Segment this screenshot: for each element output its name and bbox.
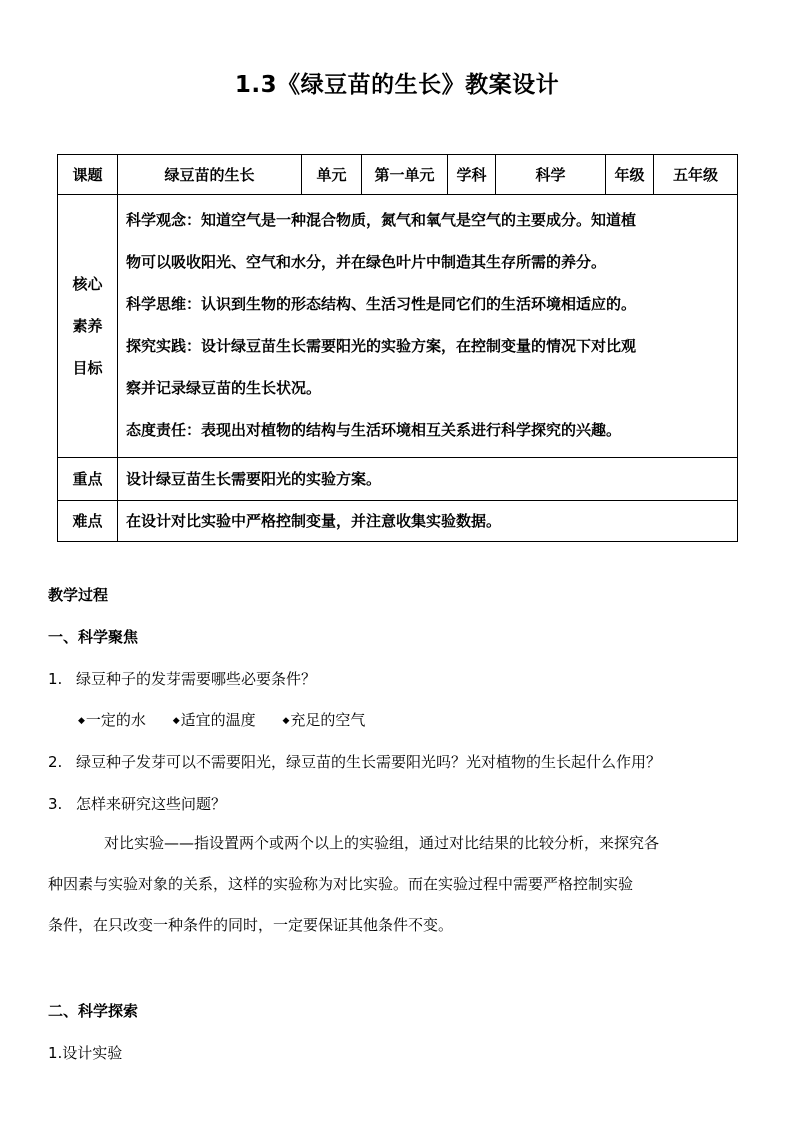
subject-value: 科学: [496, 155, 606, 195]
goals-body: [118, 195, 738, 458]
table-row-header: [58, 155, 738, 195]
topic-value: 绿豆苗的生长: [118, 155, 302, 195]
goal-line: 察并记录绿豆苗的生长状况。: [126, 379, 322, 397]
goals-label-line: 核心: [72, 275, 103, 293]
diamond-bullet-icon: ◆: [78, 716, 85, 726]
grade-label: 年级: [606, 155, 654, 195]
diamond-bullet-icon: ◆: [282, 716, 290, 726]
subsection-design-experiment: 1.设计实验: [48, 1044, 123, 1062]
topic-label: 课题: [58, 155, 118, 195]
question-number: 2.: [48, 753, 63, 771]
goal-line: 探究实践：设计绿豆苗生长需要阳光的实验方案，在控制变量的情况下对比观: [126, 337, 637, 355]
goal-line: 物可以吸收阳光、空气和水分，并在绿色叶片中制造其生存所需的养分。: [126, 253, 607, 271]
list-item: ◆一定的水: [78, 711, 146, 729]
grade-value: 五年级: [654, 155, 738, 195]
question-3: [48, 793, 226, 814]
goal-line: 科学观念：知道空气是一种混合物质，氮气和氧气是空气的主要成分。知道植: [126, 211, 637, 229]
section-heading-explore: 二、科学探索: [48, 1002, 139, 1020]
subject-label: 学科: [448, 155, 496, 195]
difficulty-label: 难点: [58, 501, 118, 542]
difficulty-value: 在设计对比实验中严格控制变量，并注意收集实验数据。: [118, 501, 738, 542]
question-number: 1.: [48, 670, 63, 688]
list-item: ◆充足的空气: [282, 711, 366, 729]
paragraph-line: 条件，在只改变一种条件的同时，一定要保证其他条件不变。: [48, 916, 454, 934]
question-1: [48, 668, 316, 689]
key-label: 重点: [58, 458, 118, 501]
goals-label-line: 素养: [72, 317, 103, 335]
process-heading: 教学过程: [48, 586, 109, 604]
question-text: 怎样来研究这些问题？: [76, 795, 227, 813]
table-row-key-point: [58, 458, 738, 501]
contrast-experiment-paragraph: [48, 823, 748, 946]
lesson-info-table: [57, 154, 738, 542]
question-number: 3.: [48, 795, 63, 813]
conditions-list: [78, 709, 387, 730]
goals-label-line: 目标: [72, 359, 103, 377]
question-text: 绿豆种子的发芽需要哪些必要条件？: [76, 670, 317, 688]
unit-value: 第一单元: [362, 155, 448, 195]
section-heading-focus: 一、科学聚焦: [48, 628, 139, 646]
diamond-bullet-icon: ◆: [172, 716, 180, 726]
goals-label: [58, 195, 118, 458]
goal-line: 科学思维：认识到生物的形态结构、生活习性是同它们的生活环境相适应的。: [126, 295, 637, 313]
page-title: 1.3《绿豆苗的生长》教案设计: [234, 72, 560, 98]
table-row-goals: [58, 195, 738, 458]
list-item: ◆适宜的温度: [172, 711, 256, 729]
unit-label: 单元: [302, 155, 362, 195]
paragraph-line: 对比实验——指设置两个或两个以上的实验组，通过对比结果的比较分析，来探究各: [104, 834, 660, 852]
question-2: [48, 751, 661, 772]
key-value: 设计绿豆苗生长需要阳光的实验方案。: [118, 458, 738, 501]
goal-line: 态度责任：表现出对植物的结构与生活环境相互关系进行科学探究的兴趣。: [126, 421, 622, 439]
paragraph-line: 种因素与实验对象的关系，这样的实验称为对比实验。而在实验过程中需要严格控制实验: [48, 875, 634, 893]
table-row-difficulty: [58, 501, 738, 542]
question-text: 绿豆种子发芽可以不需要阳光，绿豆苗的生长需要阳光吗？光对植物的生长起什么作用？: [76, 753, 662, 771]
